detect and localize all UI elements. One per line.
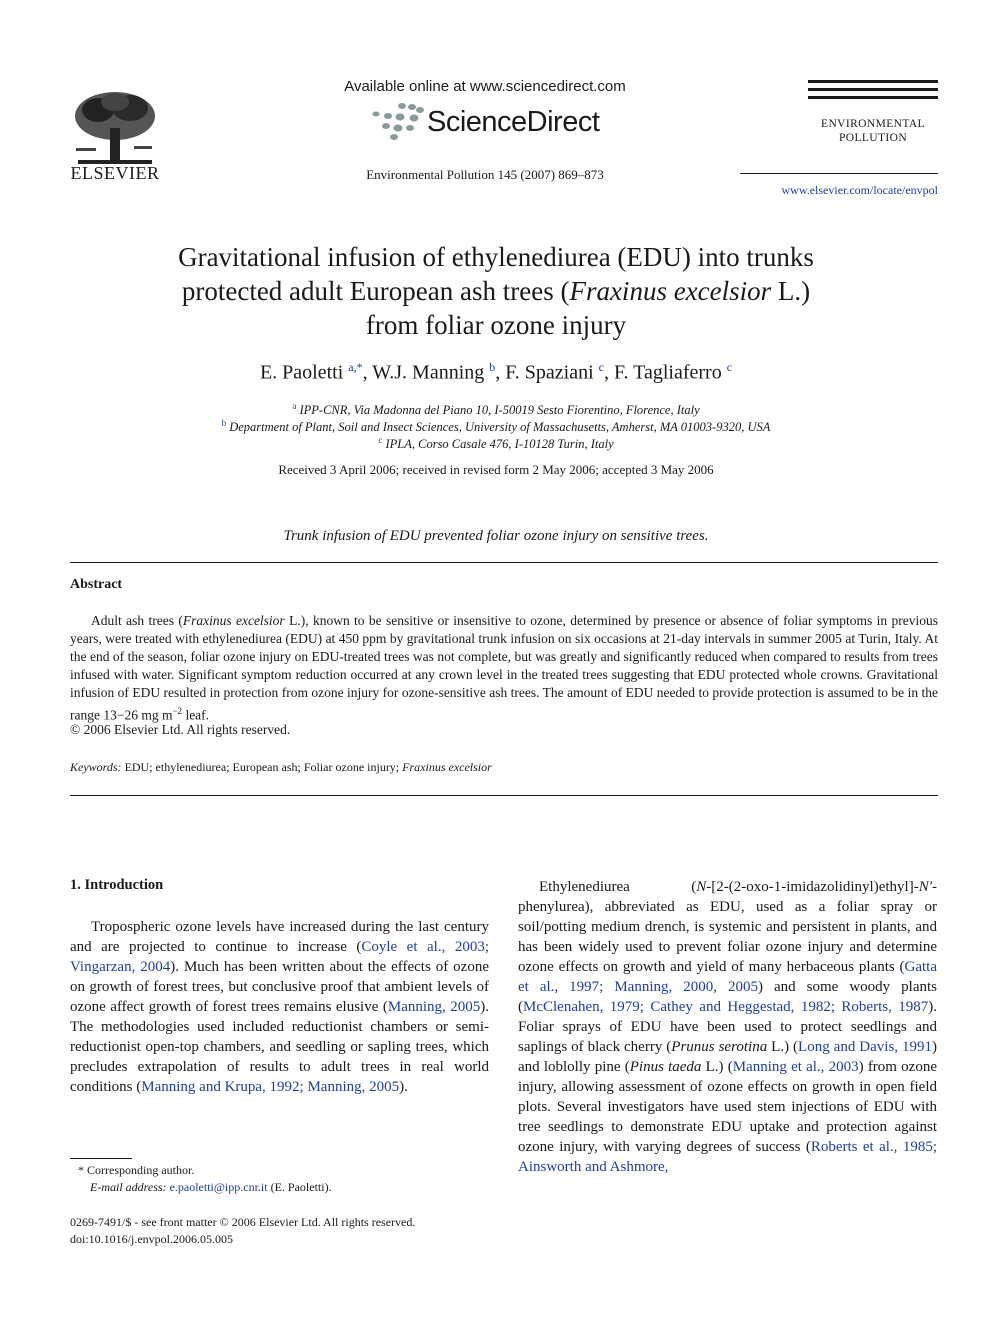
received-dates: Received 3 April 2006; received in revised form 2 May 2006; accepted 3 May 2006 (278, 462, 714, 477)
abstract-copyright: © 2006 Elsevier Ltd. All rights reserved. (70, 722, 291, 737)
author-name: W.J. Manning (372, 361, 485, 384)
citation-link[interactable]: McClenahen, 1979; Cathey and Heggestad, 1982; Roberts, 1987 (523, 999, 929, 1015)
citation-link[interactable]: Long and Davis, 1991 (798, 1039, 932, 1055)
citation-link[interactable]: Roberts et al., 1985; Ainsworth and Ashmore, (518, 1139, 937, 1175)
author-list (90, 360, 902, 385)
body-text: ) and some woody plants ( (518, 979, 937, 1015)
affiliation-a (90, 401, 902, 418)
issn-line: 0269-7491/$ - see front matter © 2006 Elsevier Ltd. All rights reserved. (70, 1215, 416, 1229)
body-text: ). (399, 1079, 408, 1095)
author-name: F. Spaziani (505, 361, 594, 384)
abstract-text (70, 612, 938, 725)
abstract-heading: Abstract (70, 577, 123, 592)
publisher-name: ELSEVIER (70, 163, 160, 183)
journal-rule (740, 173, 938, 174)
author-affiliation-marker[interactable]: c (726, 360, 733, 374)
body-text: ) and loblolly pine ( (518, 1039, 937, 1075)
journal-citation: Environmental Pollution 145 (2007) 869–873 (366, 167, 604, 182)
title-line1: Gravitational infusion of ethylenediurea (EDU) into trunks (178, 242, 814, 272)
email-link[interactable]: e.paoletti@ipp.cnr.it (169, 1180, 268, 1194)
affiliation-marker: c (378, 435, 383, 445)
citation-link[interactable]: Coyle et al., 2003; Vingarzan, 2004 (70, 939, 489, 975)
journal-url-link[interactable]: www.elsevier.com/locate/envpol (781, 183, 938, 197)
journal-title-line1: ENVIRONMENTAL (821, 118, 925, 130)
author-name: F. Tagliaferro (614, 361, 722, 384)
footnote-corresponding: * Corresponding author. (78, 1163, 195, 1177)
abstract-text-part: Adult ash trees ( (91, 613, 183, 628)
footnote-rule (70, 1158, 132, 1159)
body-text: Ethylenediurea ( (539, 879, 697, 895)
doi-line: doi:10.1016/j.envpol.2006.05.005 (70, 1232, 233, 1246)
author-affiliation-marker[interactable]: c (598, 360, 604, 374)
body-italic: N (696, 879, 707, 895)
email-label: E-mail address: (90, 1180, 167, 1194)
divider (70, 562, 938, 563)
abstract-species: Fraxinus excelsior (182, 613, 285, 628)
title-line3: from foliar ozone injury (365, 310, 627, 340)
title-line2 (90, 274, 902, 308)
author-separator: , (604, 361, 614, 384)
keywords (70, 760, 492, 775)
sciencedirect-dots-icon (370, 100, 430, 142)
intro-left-column (70, 917, 489, 1097)
divider (70, 795, 938, 796)
citation-link[interactable]: Manning and Krupa, 1992; Manning, 2005 (141, 1079, 400, 1095)
section-heading-introduction: 1. Introduction (70, 877, 164, 893)
body-text: ). Much has been written about the effects of ozone on growth of forest trees, but conclusive proof that ambient levels of ozone affect growth of forest trees remains elusive ( (70, 959, 489, 1015)
keywords-species: Fraxinus excelsior (402, 760, 492, 774)
author-affiliation-marker[interactable]: a,* (348, 360, 363, 374)
affiliation-text: IPP-CNR, Via Madonna del Piano 10, I-50019 Sesto Fiorentino, Florence, Italy (299, 403, 700, 418)
author-name: E. Paoletti (259, 361, 344, 384)
body-text: ) from ozone injury, allowing assessment of ozone effects on growth in open field plots. Several investigators have used stem injections of EDU with tree seedlings to demonstrate EDU uptake and protection against ozone injury, with varying degrees of success ( (518, 1059, 937, 1155)
article-highlight: Trunk infusion of EDU prevented foliar ozone injury on sensitive trees. (283, 528, 709, 544)
keywords-label: Keywords: (70, 760, 122, 774)
affiliation-b (90, 418, 902, 435)
body-text: Tropospheric ozone levels have increased during the last century and are projected to continue to increase ( (70, 919, 489, 955)
available-online-text: Available online at www.sciencedirect.com (344, 78, 626, 95)
title-text: protected adult European ash trees ( (181, 276, 570, 306)
affiliation-marker: b (221, 418, 227, 428)
affiliation-c (90, 435, 902, 452)
author-separator: , (495, 361, 506, 384)
affiliation-marker: a (292, 401, 297, 411)
body-text: ). The methodologies used included reductionist chambers or semi-reductionist open-top chambers, and seedling or sapling trees, which precludes extrapolation of results to adult trees in real world conditions ( (70, 999, 489, 1095)
journal-title (808, 117, 938, 145)
body-species: Pinus taeda (629, 1059, 702, 1075)
author-separator: , (362, 361, 373, 384)
body-species: Prunus serotina (671, 1039, 768, 1055)
citation-link[interactable]: Manning et al., 2003 (732, 1059, 859, 1075)
body-text: L.) ( (701, 1059, 733, 1075)
intro-right-column (518, 877, 937, 1177)
article-title (90, 240, 902, 342)
body-italic: N′ (918, 879, 932, 895)
email-suffix: (E. Paoletti). (267, 1180, 332, 1194)
journal-title-line2: POLLUTION (838, 132, 908, 144)
body-text: -phenylurea), abbreviated as EDU, used as a foliar spray or soil/potting medium drench, is systemic and persistent in plants, and has been widely used to prevent foliar ozone injury and determine ozone effects on growth and yield of many herbaceous plants ( (518, 879, 937, 975)
affiliation-text: IPLA, Corso Casale 476, I-10128 Turin, Italy (385, 437, 614, 452)
body-text: L.) ( (767, 1039, 799, 1055)
citation-link[interactable]: Gatta et al., 1997; Manning, 2000, 2005 (518, 959, 937, 995)
footnote-email (90, 1180, 332, 1195)
abstract-text-part: L.), known to be sensitive or insensitive to ozone, determined by presence or absence of foliar symptoms in previous years, were treated with ethylenediurea (EDU) at 450 ppm by gravitational trunk infusion on six occasions at 21-day intervals in summer 2005 at Turin, Italy. At the end of the season, foliar ozone injury on EDU-treated trees was not complete, but was greatly and significantly reduced when compared to results from trees infused with water. Significant symptom reduction occurred at any crown level in the treated trees suggesting that EDU protected whole crowns. Gravitational infusion of EDU resulted in protection from ozone injury for ozone-sensitive ash trees. The amount of EDU needed to provide protection is assumed to be in the range 13−26 mg m (70, 613, 938, 723)
citation-link[interactable]: Manning, 2005 (387, 999, 481, 1015)
title-text: L.) (771, 276, 811, 306)
abstract-superscript: −2 (172, 706, 183, 716)
body-text: -[2-(2-oxo-1-imidazolidinyl)ethyl]- (706, 879, 919, 895)
journal-title-bars (808, 80, 938, 104)
body-text: ). Foliar sprays of EDU have been used to protect seedlings and saplings of black cherry ( (518, 999, 937, 1055)
affiliation-text: Department of Plant, Soil and Insect Sciences, University of Massachusetts, Amherst, MA 01003-9320, USA (229, 420, 771, 435)
sciencedirect-wordmark: ScienceDirect (427, 106, 600, 138)
title-species: Fraxinus excelsior (569, 276, 772, 306)
author-affiliation-marker[interactable]: b (489, 360, 496, 374)
keywords-list: EDU; ethylenediurea; European ash; Foliar ozone injury; (121, 760, 403, 774)
abstract-text-part: leaf. (182, 707, 210, 723)
